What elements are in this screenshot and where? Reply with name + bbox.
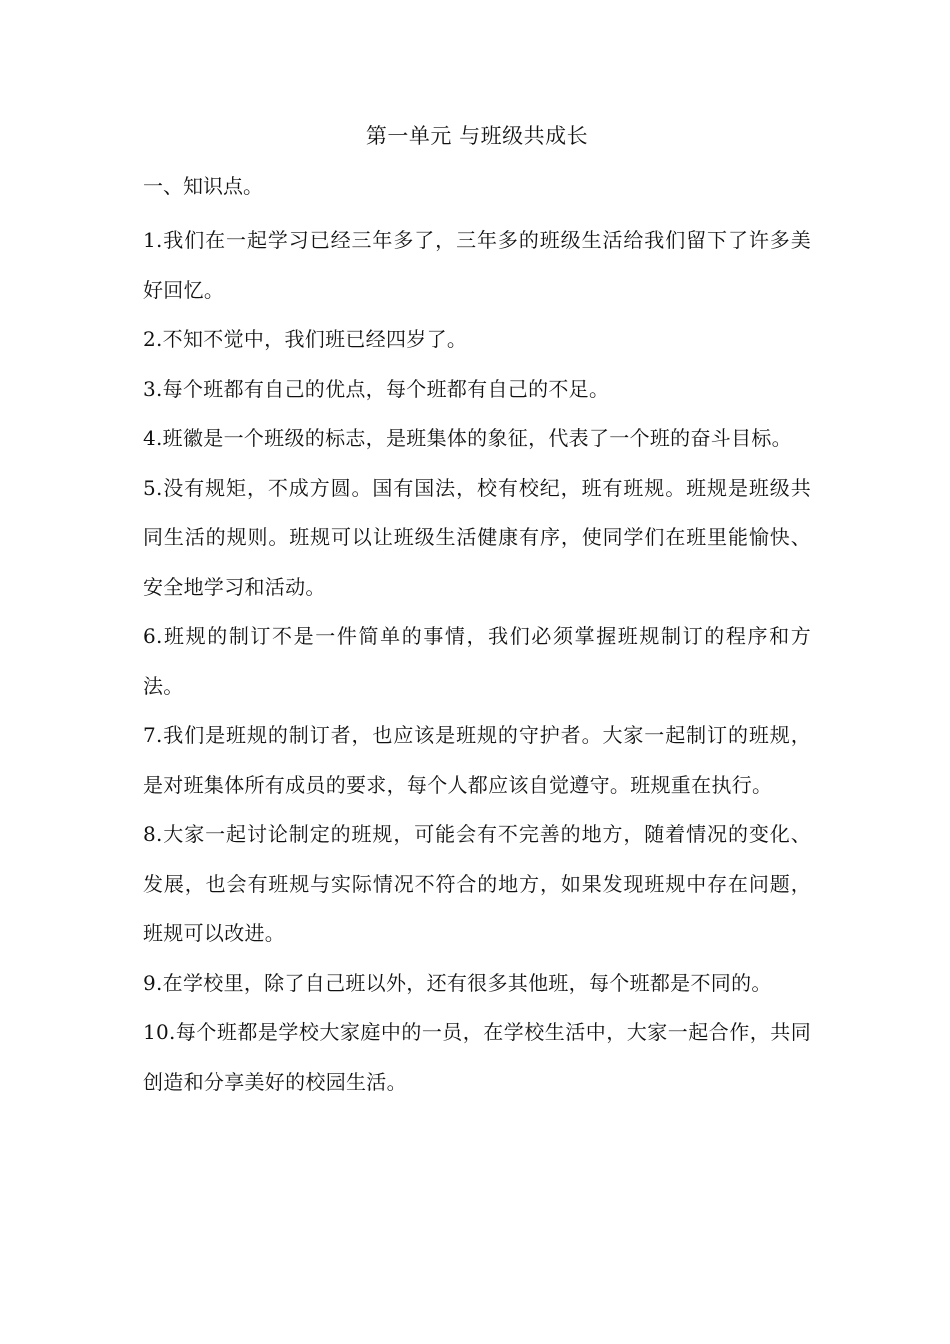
knowledge-point-7: 7.我们是班规的制订者，也应该是班规的守护者。大家一起制订的班规，是对班集体所有成员的要求，每个人都应该自觉遵守。班规重在执行。 <box>143 723 811 797</box>
document-title: 第一单元 与班级共成长 <box>365 124 589 148</box>
knowledge-point-list <box>143 216 811 1107</box>
section-heading: 一、知识点。 <box>143 174 263 198</box>
knowledge-point-6: 6.班规的制订不是一件简单的事情，我们必须掌握班规制订的程序和方法。 <box>143 624 811 698</box>
knowledge-point-4: 4.班徽是一个班级的标志，是班集体的象征，代表了一个班的奋斗目标。 <box>143 426 792 450</box>
knowledge-point-5: 5.没有规矩，不成方圆。国有国法，校有校纪，班有班规。班规是班级共同生活的规则。班规可以让班级生活健康有序，使同学们在班里能愉快、安全地学习和活动。 <box>143 475 811 599</box>
knowledge-point-10: 10.每个班都是学校大家庭中的一员，在学校生活中，大家一起合作，共同创造和分享美好的校园生活。 <box>143 1020 811 1094</box>
knowledge-point-2: 2.不知不觉中，我们班已经四岁了。 <box>143 327 468 351</box>
knowledge-point-3: 3.每个班都有自己的优点，每个班都有自己的不足。 <box>143 376 610 401</box>
knowledge-point-9: 9.在学校里，除了自己班以外，还有很多其他班，每个班都是不同的。 <box>143 970 772 995</box>
knowledge-point-8: 8.大家一起讨论制定的班规，可能会有不完善的地方，随着情况的变化、发展，也会有班规与实际情况不符合的地方，如果发现班规中存在问题，班规可以改进。 <box>143 822 811 945</box>
knowledge-point-1: 1.我们在一起学习已经三年多了，三年多的班级生活给我们留下了许多美好回忆。 <box>143 228 811 302</box>
